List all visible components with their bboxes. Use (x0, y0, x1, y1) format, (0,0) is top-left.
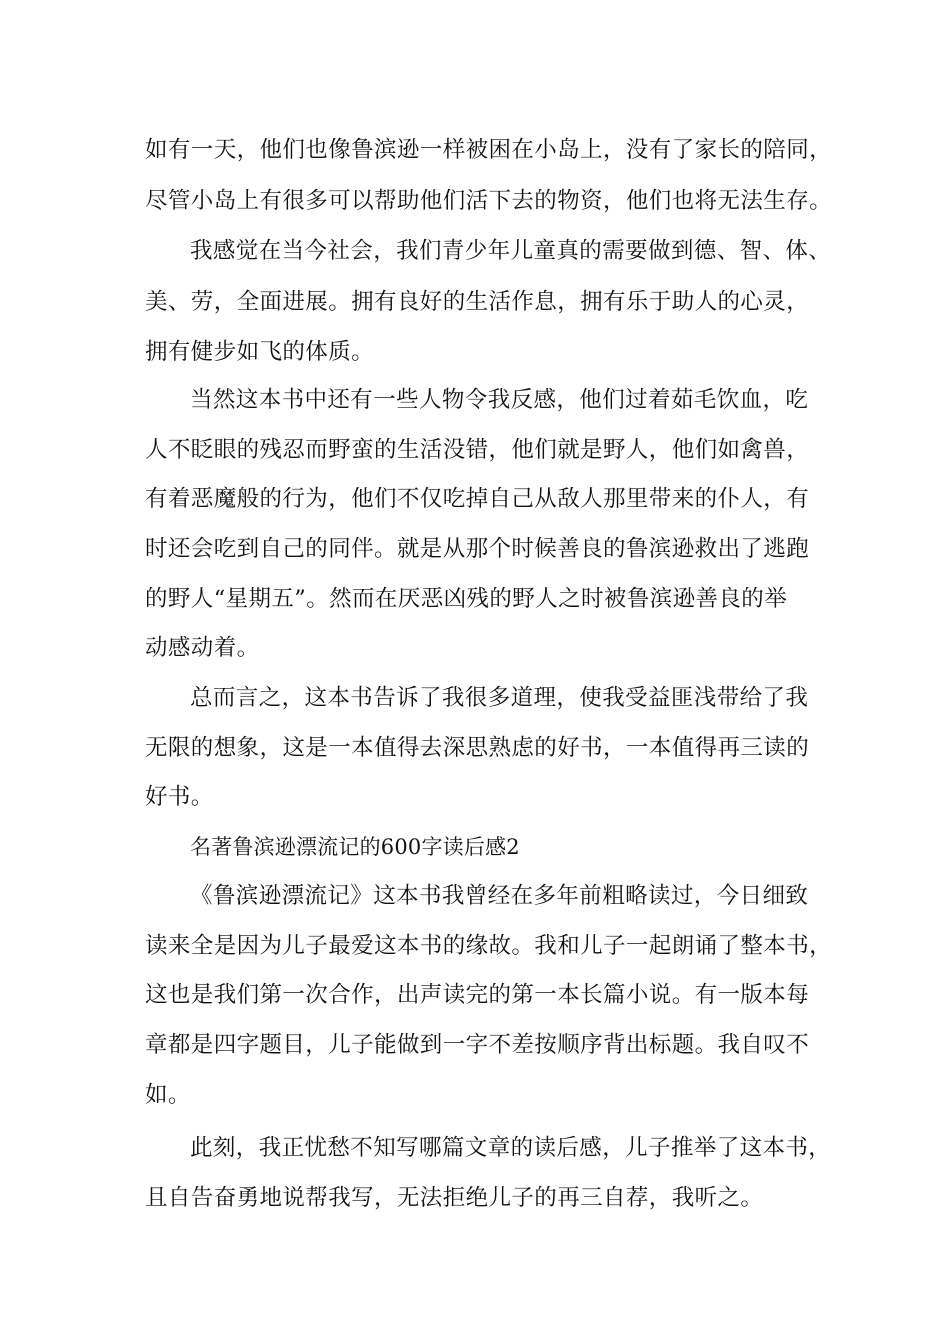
text-line: 尽管小岛上有很多可以帮助他们活下去的物资，他们也将无法生存。 (145, 188, 833, 214)
paragraph-start-line: 我感觉在当今社会，我们青少年儿童真的需要做到德、智、体、 (190, 238, 832, 264)
text-line: 如。 (145, 1082, 191, 1108)
text-line: 这也是我们第一次合作，出声读完的第一本长篇小说。有一版本每 (145, 982, 810, 1008)
text-line: 且自告奋勇地说帮我写，无法拒绝儿子的再三自荐，我听之。 (145, 1185, 764, 1211)
text-line: 的野人“星期五”。然而在厌恶凶残的野人之时被鲁滨逊善良的举 (145, 586, 788, 612)
section-heading: 名著鲁滨逊漂流记的600字读后感2 (190, 835, 520, 859)
text-line: 读来全是因为儿子最爱这本书的缘故。我和儿子一起朗诵了整本书， (145, 933, 833, 959)
text-line: 时还会吃到自己的同伴。就是从那个时候善良的鲁滨逊救出了逃跑 (145, 536, 810, 562)
paragraph-start-line: 此刻，我正忧愁不知写哪篇文章的读后感，儿子推举了这本书， (190, 1135, 832, 1161)
text-line: 有着恶魔般的行为，他们不仅吃掉自己从敌人那里带来的仆人，有 (145, 486, 810, 512)
text-line: 美、劳，全面进展。拥有良好的生活作息，拥有乐于助人的心灵， (145, 289, 810, 315)
text-line: 动感动着。 (145, 635, 260, 661)
paragraph-start-line: 当然这本书中还有一些人物令我反感，他们过着茹毛饮血，吃 (190, 387, 809, 413)
text-line: 无限的想象，这是一本值得去深思熟虑的好书，一本值得再三读的 (145, 735, 810, 761)
paragraph-start-line: 总而言之，这本书告诉了我很多道理，使我受益匪浅带给了我 (190, 685, 809, 711)
text-line: 章都是四字题目，儿子能做到一字不差按顺序背出标题。我自叹不 (145, 1032, 810, 1058)
paragraph-start-line: 《鲁滨逊漂流记》这本书我曾经在多年前粗略读过，今日细致 (190, 883, 809, 909)
text-line: 好书。 (145, 784, 214, 810)
text-line: 拥有健步如飞的体质。 (145, 339, 375, 365)
text-line: 如有一天，他们也像鲁滨逊一样被困在小岛上，没有了家长的陪同， (145, 137, 833, 163)
text-line: 人不眨眼的残忍而野蛮的生活没错，他们就是野人，他们如禽兽， (145, 437, 810, 463)
